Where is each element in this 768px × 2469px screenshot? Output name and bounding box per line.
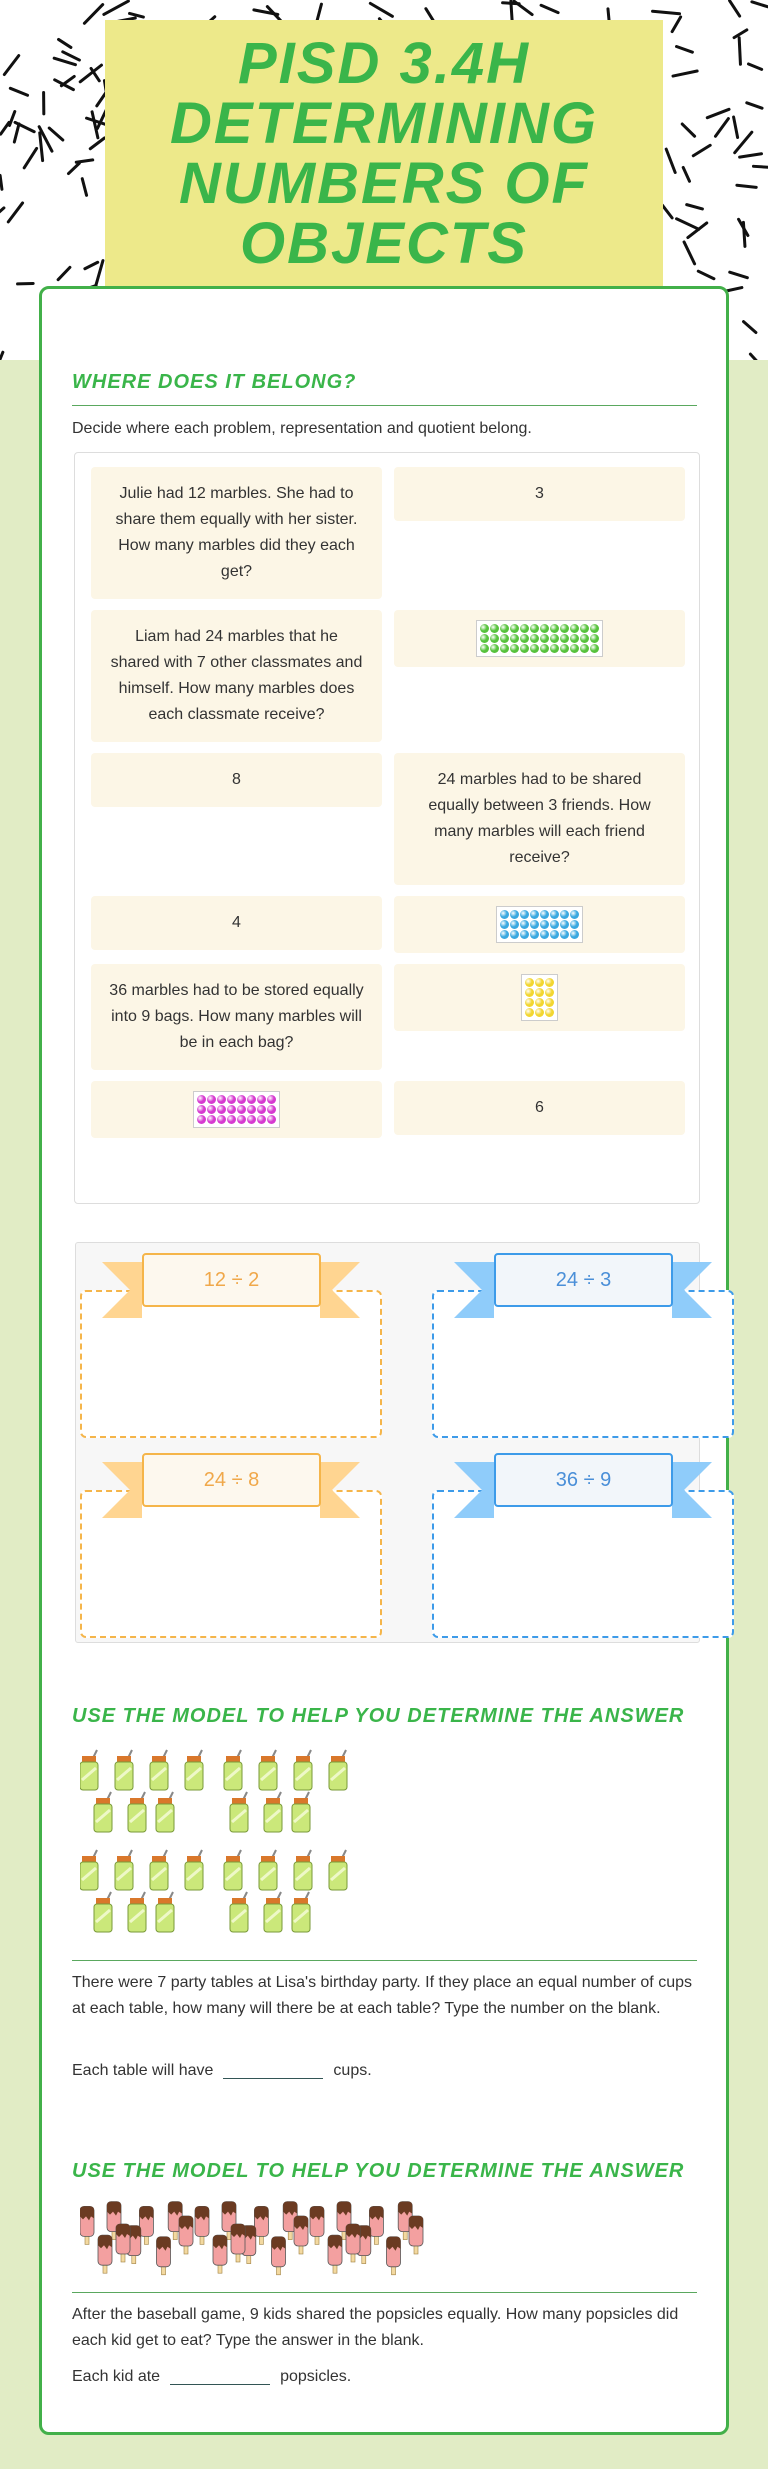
pattern-dash	[55, 80, 74, 90]
marble	[500, 910, 509, 919]
section-heading: USE THE MODEL TO HELP YOU DETERMINE THE ANSWER	[72, 2160, 685, 2182]
cup-icon	[94, 1792, 112, 1832]
page-title-line: DETERMINING	[170, 91, 598, 156]
popsicle-icon	[254, 2206, 268, 2244]
marble	[525, 998, 534, 1007]
marble	[520, 910, 529, 919]
section-heading: WHERE DOES IT BELONG?	[72, 371, 357, 393]
popsicle-icon	[195, 2206, 209, 2244]
cup-icon	[94, 1892, 112, 1932]
cup-icon	[156, 1792, 174, 1832]
pattern-dash	[68, 163, 79, 173]
marble	[520, 644, 529, 653]
green-marbles-array	[476, 620, 603, 657]
divider	[72, 2292, 697, 2293]
popsicle-icon	[179, 2216, 193, 2254]
pattern-dash	[653, 11, 680, 14]
cup-icon	[80, 1750, 98, 1790]
cup-icon	[230, 1892, 248, 1932]
cup-icon	[230, 1792, 248, 1832]
pattern-dash	[54, 58, 75, 65]
bucket-label: 36 ÷ 9	[494, 1453, 673, 1507]
marble	[525, 1008, 534, 1017]
marble	[237, 1095, 246, 1104]
marble	[227, 1115, 236, 1124]
item-text: 3	[535, 485, 544, 502]
cup-icon	[115, 1850, 133, 1890]
pattern-dash	[673, 71, 697, 76]
marble	[257, 1105, 266, 1114]
pattern-dash	[511, 1, 512, 20]
popsicle-icon	[98, 2235, 112, 2273]
marble	[520, 624, 529, 633]
marble	[560, 634, 569, 643]
marble	[207, 1095, 216, 1104]
item-text: 36 marbles had to be stored equally into 9 bags. How many marbles will be in each bag?	[109, 982, 364, 1051]
marble	[480, 634, 489, 643]
marble	[520, 920, 529, 929]
pattern-dash	[90, 138, 104, 149]
marble	[500, 624, 509, 633]
marble	[570, 910, 579, 919]
marble	[217, 1095, 226, 1104]
cup-icon	[259, 1850, 277, 1890]
pattern-dash	[95, 261, 103, 287]
pink-marbles-array	[193, 1091, 280, 1128]
page-title-line: NUMBERS OF	[179, 151, 589, 216]
answer-suffix: cups.	[333, 2062, 372, 2079]
marble	[197, 1095, 206, 1104]
pattern-dash	[730, 1, 740, 16]
pattern-dash	[4, 56, 18, 75]
marble	[227, 1095, 236, 1104]
bucket-label: 12 ÷ 2	[142, 1253, 321, 1307]
cup-icon	[294, 1750, 312, 1790]
marble	[530, 920, 539, 929]
marble	[530, 930, 539, 939]
pattern-dash	[672, 17, 680, 32]
popsicle-icon	[387, 2237, 401, 2275]
marble	[550, 910, 559, 919]
marble	[560, 624, 569, 633]
title-banner	[105, 20, 663, 300]
marble	[510, 634, 519, 643]
page-title-line: OBJECTS	[240, 211, 528, 276]
marble	[530, 910, 539, 919]
marble	[237, 1105, 246, 1114]
pattern-dash	[753, 166, 768, 168]
answer-line	[72, 2058, 697, 2084]
pattern-dash	[59, 39, 71, 47]
cup-icon	[259, 1750, 277, 1790]
pattern-dash	[662, 205, 672, 218]
popsicle-icon	[369, 2206, 383, 2244]
answer-line	[72, 2364, 697, 2390]
marble	[500, 644, 509, 653]
popsicle-icon	[310, 2206, 324, 2244]
marble	[520, 930, 529, 939]
marble	[540, 634, 549, 643]
marble	[540, 910, 549, 919]
draggable-item[interactable]	[394, 610, 685, 667]
marble	[267, 1105, 276, 1114]
draggable-item[interactable]	[394, 753, 685, 885]
marble	[580, 644, 589, 653]
pattern-dash	[744, 322, 756, 333]
marble	[510, 910, 519, 919]
marble	[570, 634, 579, 643]
question-text: After the baseball game, 9 kids shared the popsicles equally. How many popsicles did each kid get to eat? Type the answer in the blank.	[72, 2306, 679, 2349]
answer-suffix: popsicles.	[280, 2368, 352, 2385]
draggable-items-pool	[74, 452, 700, 1204]
instructions: Decide where each problem, representation and quotient belong.	[72, 420, 532, 437]
cup-icon	[128, 1792, 146, 1832]
marble	[580, 634, 589, 643]
pattern-dash	[682, 124, 694, 136]
popsicle-icon	[116, 2224, 130, 2262]
marble	[217, 1115, 226, 1124]
draggable-item[interactable]	[91, 964, 382, 1070]
pattern-dash	[693, 145, 710, 155]
marble	[525, 978, 534, 987]
marble	[197, 1115, 206, 1124]
marble	[535, 1008, 544, 1017]
marble	[540, 930, 549, 939]
pattern-dash	[104, 1, 129, 14]
pattern-dash	[734, 117, 738, 138]
pattern-dash	[82, 179, 86, 196]
pattern-dash	[85, 262, 98, 268]
popsicles-model-image	[80, 2200, 440, 2280]
marble	[590, 624, 599, 633]
marble	[560, 644, 569, 653]
pattern-dash	[0, 208, 4, 223]
yellow-marbles-array	[521, 974, 558, 1021]
item-text: Julie had 12 marbles. She had to share them equally with her sister. How many marbles did they each get?	[115, 485, 358, 580]
marble	[570, 644, 579, 653]
marble	[570, 920, 579, 929]
marble	[500, 930, 509, 939]
cup-icon	[80, 1850, 98, 1890]
cup-icon	[329, 1850, 347, 1890]
popsicle-icon	[80, 2206, 94, 2244]
marble	[197, 1105, 206, 1114]
marble	[545, 988, 554, 997]
popsicle-icon	[294, 2216, 308, 2254]
pattern-dash	[370, 3, 392, 16]
pattern-dash	[740, 154, 762, 157]
pattern-dash	[8, 203, 22, 222]
worksheet-card	[39, 286, 729, 2435]
pattern-dash	[49, 128, 63, 140]
bucket-ribbon	[102, 1262, 360, 1318]
cup-icon	[115, 1750, 133, 1790]
item-text: Liam had 24 marbles that he shared with 7 other classmates and himself. How many marbles does each classmate receive?	[110, 628, 363, 723]
popsicle-icon	[346, 2224, 360, 2262]
pattern-dash	[1, 122, 9, 134]
marble	[525, 988, 534, 997]
pattern-dash	[730, 272, 748, 277]
cup-icon	[224, 1850, 242, 1890]
pattern-dash	[698, 271, 714, 279]
marble	[545, 1008, 554, 1017]
popsicle-icon	[272, 2237, 286, 2275]
marble	[570, 930, 579, 939]
item-text: 24 marbles had to be shared equally between 3 friends. How many marbles will each friend receive?	[428, 771, 651, 866]
pattern-dash	[715, 119, 728, 137]
marble	[520, 634, 529, 643]
marble	[545, 998, 554, 1007]
marble	[500, 634, 509, 643]
divider	[72, 1960, 697, 1961]
marble	[550, 624, 559, 633]
blue-marbles-array	[496, 906, 583, 943]
draggable-item[interactable]	[394, 896, 685, 953]
popsicle-icon	[157, 2237, 171, 2275]
cups-model-image	[80, 1748, 370, 1940]
cup-icon	[292, 1792, 310, 1832]
cup-icon	[329, 1750, 347, 1790]
section-heading: USE THE MODEL TO HELP YOU DETERMINE THE ANSWER	[72, 1705, 685, 1727]
marble	[535, 988, 544, 997]
draggable-item[interactable]	[394, 1081, 685, 1135]
page-title-line: PISD 3.4H	[238, 31, 530, 96]
marble	[590, 644, 599, 653]
pattern-dash	[130, 13, 144, 17]
pattern-dash	[0, 175, 2, 189]
marble	[540, 920, 549, 929]
marble	[570, 624, 579, 633]
pattern-dash	[752, 2, 768, 9]
draggable-item[interactable]	[91, 610, 382, 742]
marble	[580, 624, 589, 633]
pattern-dash	[743, 222, 745, 246]
pattern-dash	[707, 109, 729, 117]
cup-icon	[224, 1750, 242, 1790]
pattern-dash	[739, 38, 740, 64]
cup-icon	[292, 1892, 310, 1932]
pattern-dash	[677, 47, 693, 53]
draggable-item[interactable]	[91, 467, 382, 599]
pattern-dash	[84, 5, 102, 24]
cup-icon	[264, 1792, 282, 1832]
pattern-dash	[749, 64, 762, 69]
marble	[500, 920, 509, 929]
marble	[560, 910, 569, 919]
pattern-dash	[683, 167, 689, 181]
marble	[540, 644, 549, 653]
pattern-dash	[58, 267, 70, 279]
marble	[510, 920, 519, 929]
divider	[72, 405, 697, 406]
marble	[510, 644, 519, 653]
draggable-item[interactable]	[91, 753, 382, 807]
draggable-item[interactable]	[394, 467, 685, 521]
cup-icon	[185, 1750, 203, 1790]
marble	[237, 1115, 246, 1124]
marble	[480, 644, 489, 653]
draggable-item[interactable]	[91, 896, 382, 950]
marble	[550, 634, 559, 643]
draggable-item[interactable]	[91, 1081, 382, 1138]
cup-icon	[294, 1850, 312, 1890]
pattern-dash	[541, 5, 558, 12]
draggable-item[interactable]	[394, 964, 685, 1031]
marble	[510, 930, 519, 939]
marble	[207, 1115, 216, 1124]
marble	[207, 1105, 216, 1114]
cup-icon	[150, 1850, 168, 1890]
marble	[560, 920, 569, 929]
cup-icon	[150, 1750, 168, 1790]
bucket-label: 24 ÷ 8	[142, 1453, 321, 1507]
marble	[257, 1095, 266, 1104]
marble	[480, 624, 489, 633]
pattern-dash	[687, 205, 703, 209]
marble	[550, 930, 559, 939]
marble	[247, 1115, 256, 1124]
pattern-dash	[24, 148, 36, 167]
bucket-ribbon	[454, 1462, 712, 1518]
pattern-dash	[0, 352, 3, 360]
question-text: There were 7 party tables at Lisa's birthday party. If they place an equal number of cups at each table, how many will there be at each table? Type the number on the blank.	[72, 1974, 692, 2017]
item-text: 4	[232, 914, 241, 931]
bucket-ribbon	[454, 1262, 712, 1318]
marble	[535, 978, 544, 987]
marble	[247, 1095, 256, 1104]
marble	[530, 644, 539, 653]
cup-icon	[156, 1892, 174, 1932]
marble	[550, 920, 559, 929]
pattern-dash	[747, 103, 762, 108]
pattern-dash	[514, 1, 532, 15]
popsicle-icon	[139, 2206, 153, 2244]
item-text: 8	[232, 771, 241, 788]
cup-icon	[128, 1892, 146, 1932]
marble	[267, 1115, 276, 1124]
pattern-dash	[40, 133, 43, 161]
marble	[217, 1105, 226, 1114]
answer-blank-input[interactable]	[223, 2061, 323, 2079]
pattern-dash	[684, 242, 695, 264]
marble	[560, 930, 569, 939]
marble	[257, 1115, 266, 1124]
popsicle-icon	[213, 2235, 227, 2273]
sort-buckets	[75, 1242, 700, 1643]
pattern-dash	[750, 354, 760, 360]
answer-blank-input[interactable]	[170, 2367, 270, 2385]
marble	[590, 634, 599, 643]
bucket-ribbon	[102, 1462, 360, 1518]
marble	[545, 978, 554, 987]
popsicle-icon	[231, 2224, 245, 2262]
answer-prefix: Each table will have	[72, 2062, 214, 2079]
pattern-dash	[14, 124, 19, 142]
marble	[490, 624, 499, 633]
marble	[530, 624, 539, 633]
marble	[510, 624, 519, 633]
marble	[227, 1105, 236, 1114]
pattern-dash	[734, 30, 747, 38]
marble	[540, 624, 549, 633]
cup-icon	[264, 1892, 282, 1932]
marble	[530, 634, 539, 643]
pattern-dash	[677, 219, 699, 229]
popsicle-icon	[328, 2235, 342, 2273]
pattern-dash	[92, 112, 98, 138]
pattern-dash	[63, 52, 80, 60]
pattern-dash	[10, 88, 27, 95]
pattern-dash	[737, 185, 756, 187]
cup-icon	[185, 1850, 203, 1890]
popsicle-icon	[409, 2216, 423, 2254]
marble	[490, 634, 499, 643]
item-text: 6	[535, 1099, 544, 1116]
bucket-label: 24 ÷ 3	[494, 1253, 673, 1307]
marble	[267, 1095, 276, 1104]
marble	[550, 644, 559, 653]
marble	[247, 1105, 256, 1114]
marble	[490, 644, 499, 653]
marble	[535, 998, 544, 1007]
answer-prefix: Each kid ate	[72, 2368, 161, 2385]
pattern-dash	[666, 149, 675, 172]
